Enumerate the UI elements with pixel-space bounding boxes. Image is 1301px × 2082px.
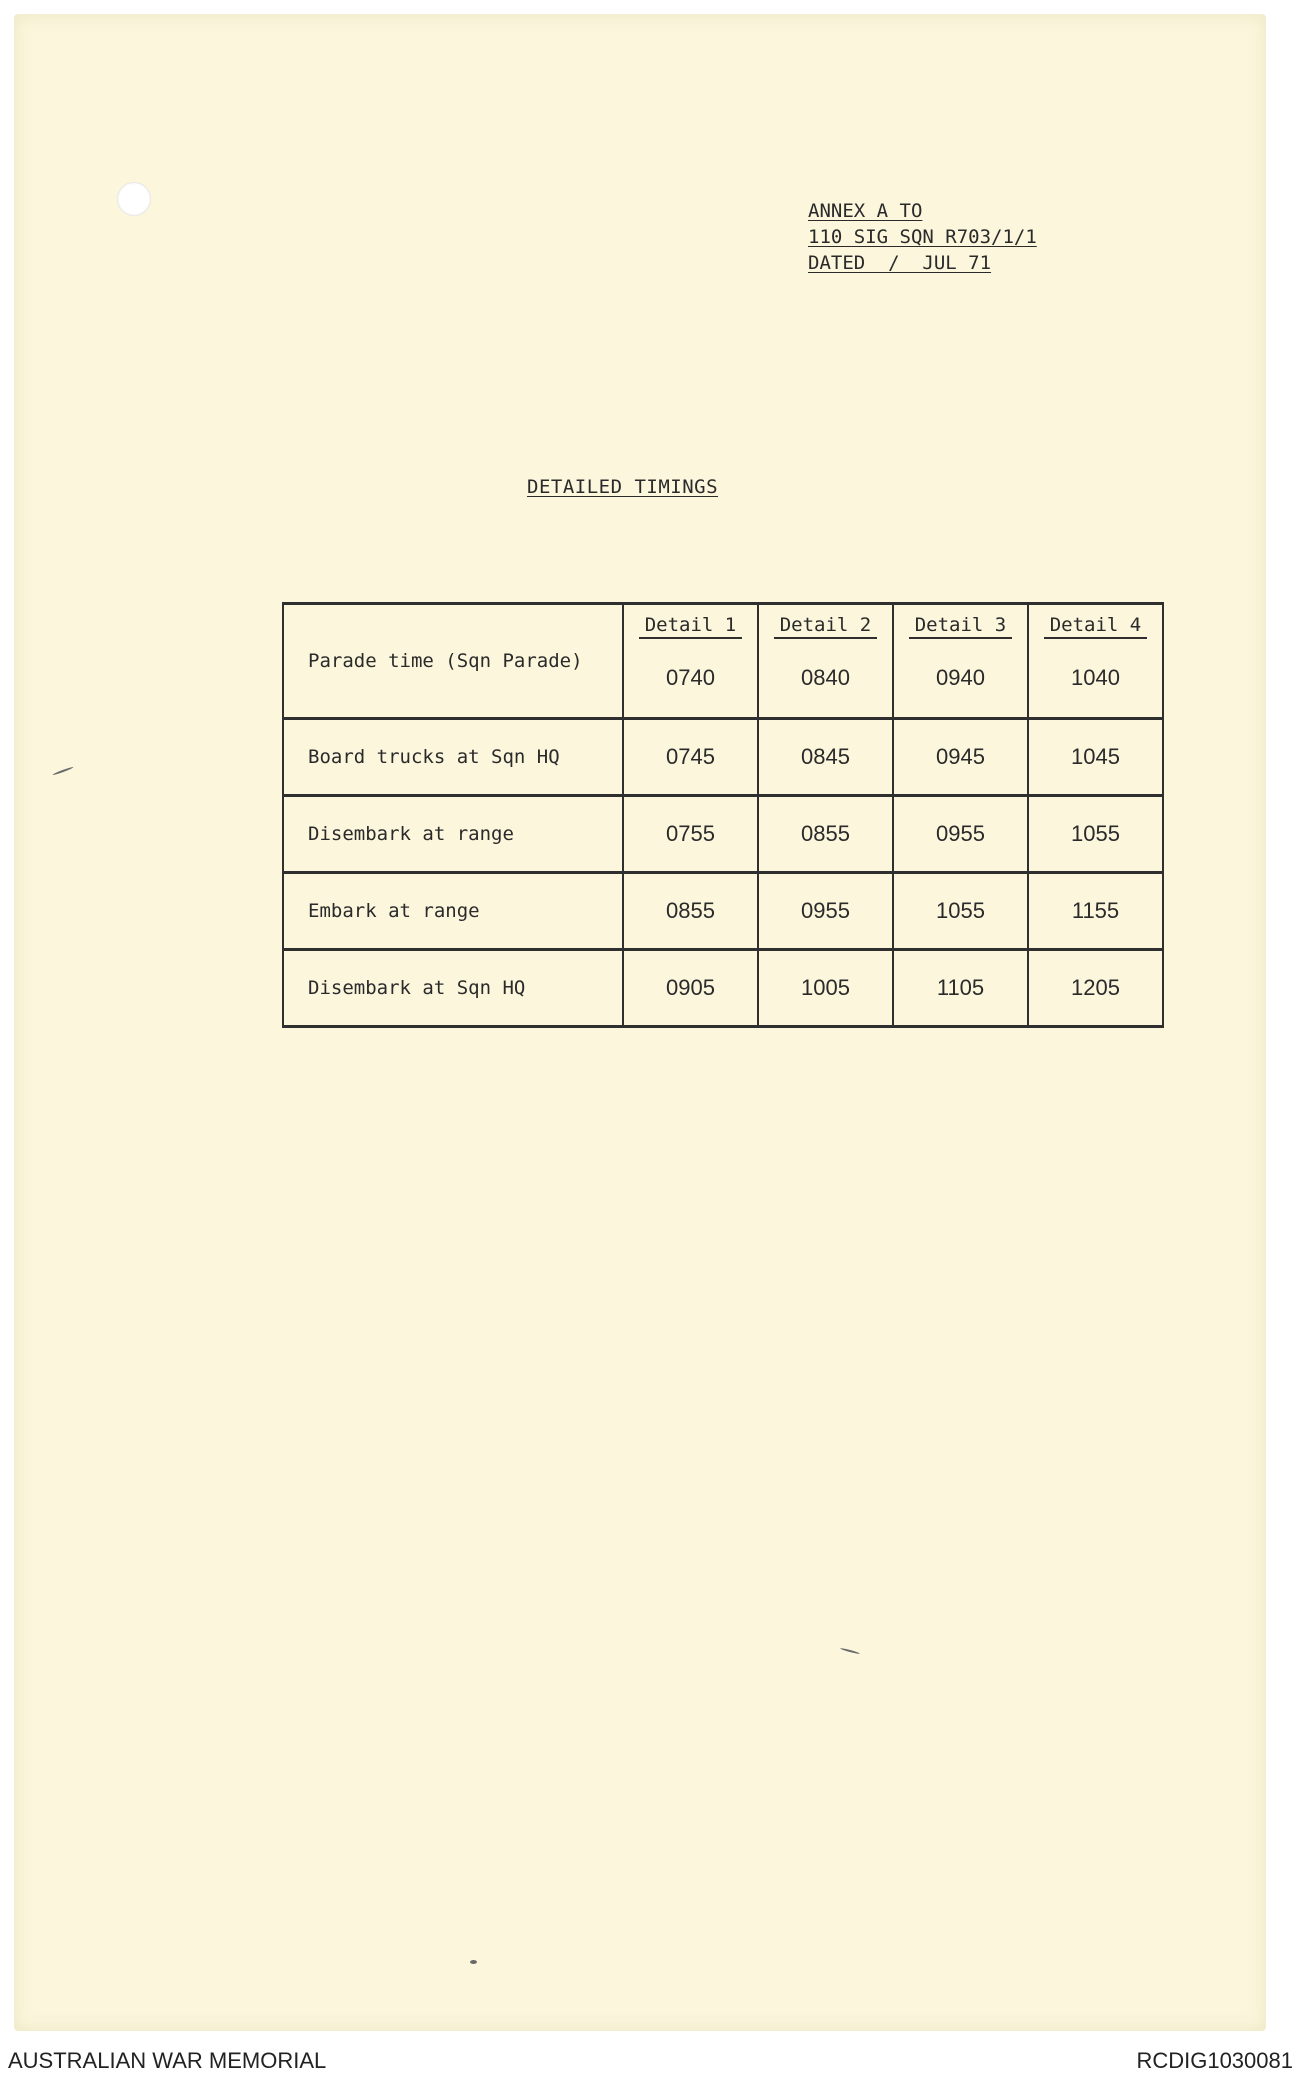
time-cell: 0955 xyxy=(758,873,893,950)
row-label: Board trucks at Sqn HQ xyxy=(283,719,623,796)
time-cell: 0845 xyxy=(758,719,893,796)
annex-line-2: 110 SIG SQN R703/1/1 xyxy=(808,226,1037,248)
table-row xyxy=(283,719,1163,796)
column-header: Detail 2 xyxy=(758,604,893,640)
row-label: Embark at range xyxy=(283,873,623,950)
annex-reference xyxy=(808,198,1037,276)
timings-table xyxy=(282,602,1164,1028)
time-cell: 1055 xyxy=(893,873,1028,950)
time-cell: 1045 xyxy=(1028,719,1163,796)
row-label: Parade time (Sqn Parade) xyxy=(283,604,623,719)
table-row xyxy=(283,873,1163,950)
time-cell: 0945 xyxy=(893,719,1028,796)
time-cell: 0940 xyxy=(893,639,1028,719)
time-cell: 0855 xyxy=(758,796,893,873)
paper-mark xyxy=(470,1960,477,1964)
time-cell: 1205 xyxy=(1028,950,1163,1027)
column-header: Detail 4 xyxy=(1028,604,1163,640)
document-title: DETAILED TIMINGS xyxy=(527,476,719,498)
annex-line-1: ANNEX A TO xyxy=(808,200,923,222)
table-row xyxy=(283,796,1163,873)
time-cell: 1055 xyxy=(1028,796,1163,873)
time-cell: 0840 xyxy=(758,639,893,719)
time-cell: 0905 xyxy=(623,950,758,1027)
time-cell: 0745 xyxy=(623,719,758,796)
time-cell: 0955 xyxy=(893,796,1028,873)
punch-hole xyxy=(117,182,151,216)
annex-line-3: DATED / JUL 71 xyxy=(808,252,992,274)
time-cell: 1040 xyxy=(1028,639,1163,719)
time-cell: 0740 xyxy=(623,639,758,719)
time-cell: 0855 xyxy=(623,873,758,950)
time-cell: 1155 xyxy=(1028,873,1163,950)
table-row xyxy=(283,950,1163,1027)
footer-source: AUSTRALIAN WAR MEMORIAL xyxy=(8,2048,327,2073)
time-cell: 1005 xyxy=(758,950,893,1027)
table-header-row xyxy=(283,604,1163,640)
column-header: Detail 3 xyxy=(893,604,1028,640)
footer-id: RCDIG1030081 xyxy=(1136,2048,1293,2073)
row-label: Disembark at Sqn HQ xyxy=(283,950,623,1027)
time-cell: 1105 xyxy=(893,950,1028,1027)
time-cell: 0755 xyxy=(623,796,758,873)
row-label: Disembark at range xyxy=(283,796,623,873)
column-header: Detail 1 xyxy=(623,604,758,640)
